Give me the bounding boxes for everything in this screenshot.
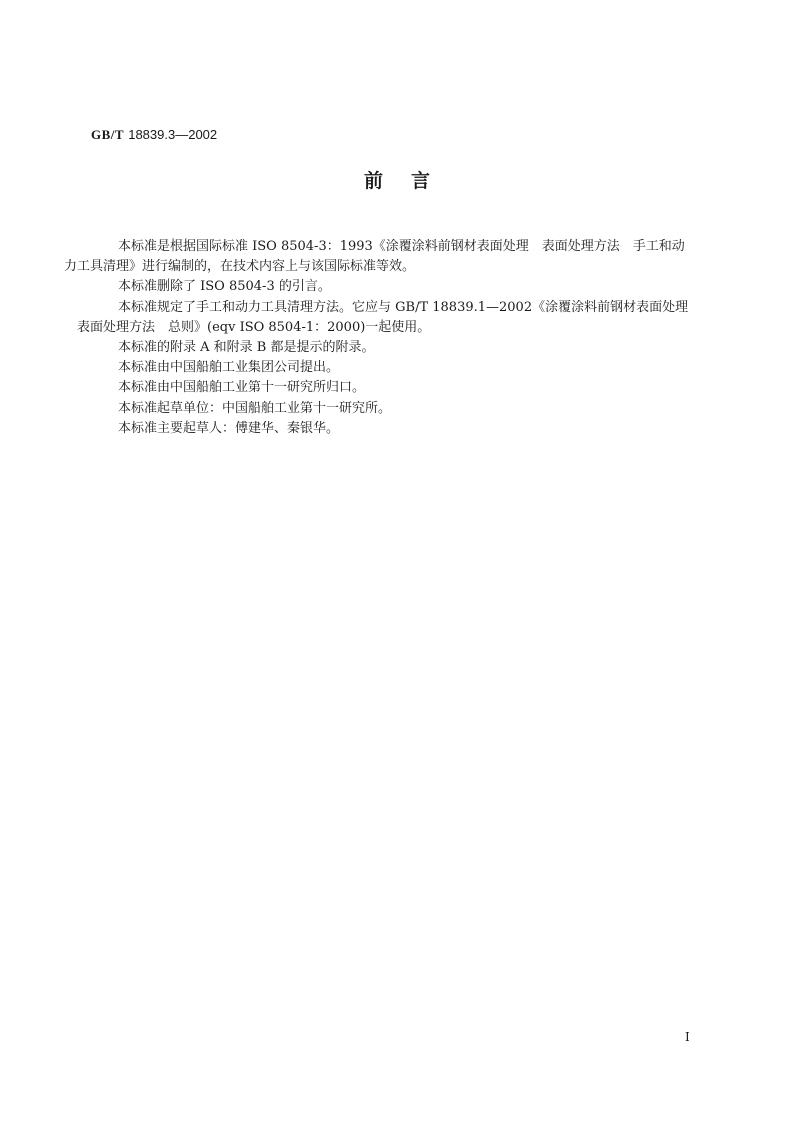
paragraph-line: 本标准由中国船舶工业集团公司提出。 — [118, 360, 340, 376]
paragraph-drafting-unit — [91, 399, 709, 419]
paragraph-centralized-by — [91, 378, 709, 398]
paragraph-line: 本标准主要起草人：傅建华、秦银华。 — [118, 420, 340, 436]
paragraph-line: 本标准由中国船舶工业第十一研究所归口。 — [118, 380, 366, 396]
standard-code — [91, 127, 217, 144]
page-title: 前言 — [363, 170, 458, 192]
paragraph-line: 本标准是根据国际标准 ISO 8504-3：1993《涂覆涂料前钢材表面处理 表面处理方法 手工和动 — [118, 239, 685, 254]
standard-prefix: GB/T — [91, 127, 125, 142]
paragraph-proposed-by — [91, 358, 709, 378]
paragraph-line: 本标准删除了 ISO 8504-3 的引言。 — [118, 279, 331, 295]
paragraph-line: 本标准起草单位：中国船舶工业第十一研究所。 — [118, 400, 392, 416]
paragraph-line: 力工具清理》进行编制的，在技术内容上与该国际标准等效。 — [64, 259, 416, 275]
paragraph-deletion — [91, 277, 709, 297]
paragraph-line: 本标准规定了手工和动力工具清理方法。它应与 GB/T 18839.1—2002《涂覆涂料前钢材表面处理 — [118, 299, 689, 315]
page-number: I — [685, 1030, 690, 1044]
standard-number: 18839.3—2002 — [128, 127, 218, 142]
paragraph-line: 表面处理方法 总则》(eqv ISO 8504-1：2000)一起使用。 — [77, 319, 431, 335]
paragraph-scope — [77, 298, 709, 338]
paragraph-line: 本标准的附录 A 和附录 B 都是提示的附录。 — [118, 340, 375, 356]
paragraph-basis — [64, 237, 709, 277]
foreword-body — [64, 237, 709, 439]
paragraph-drafters — [91, 419, 709, 439]
paragraph-annexes — [91, 338, 709, 358]
